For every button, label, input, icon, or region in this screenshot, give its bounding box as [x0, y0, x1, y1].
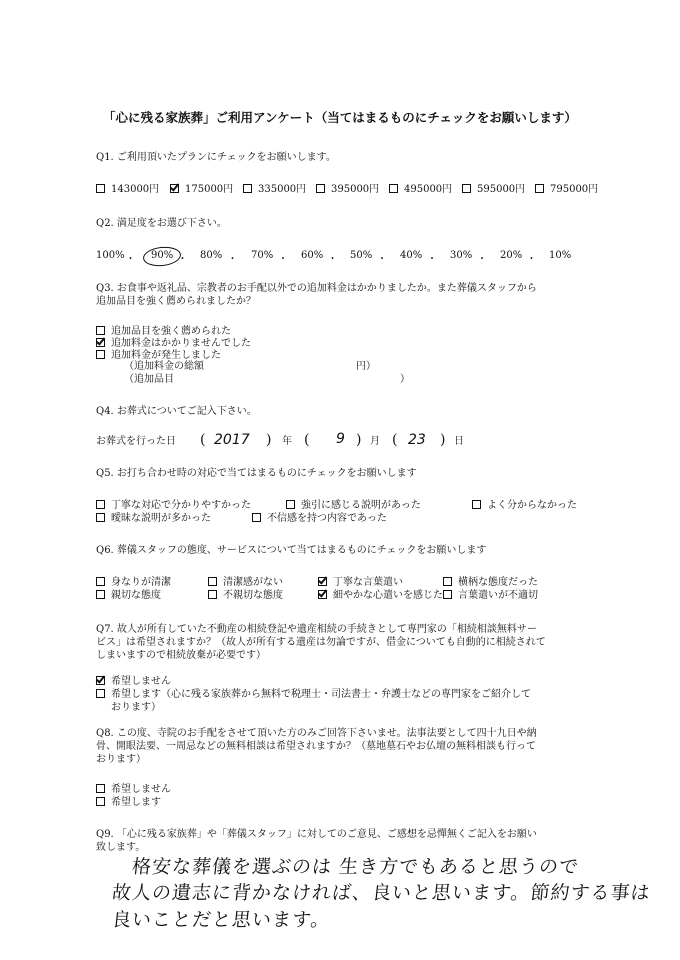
- q8-question-line2: 骨、開眼法要、一周忌などの無料相談は希望されますか？（墓地墓石やお仏壇の無料相談も行って: [96, 741, 536, 752]
- selected-circle: [142, 245, 182, 268]
- q9-question-line2: 致します。: [96, 842, 146, 853]
- q3-question-line2: 追加品目を強く薦められましたか？: [96, 296, 256, 307]
- checkbox[interactable]: [316, 184, 325, 193]
- q8-question-line3: おります）: [96, 754, 146, 765]
- q4-question: Q4. お葬式についてご記入下さい。: [96, 406, 257, 417]
- checkbox[interactable]: [96, 784, 105, 793]
- q2-option[interactable]: 30%: [450, 250, 473, 261]
- checkbox[interactable]: [389, 184, 398, 193]
- q2-question: Q2. 満足度をお選び下さい。: [96, 218, 227, 229]
- q5-option[interactable]: [96, 513, 211, 525]
- q7-option-yes-line2: おります）: [111, 702, 161, 713]
- q5-option-label: 不信感を持つ内容であった: [267, 513, 387, 524]
- checkbox[interactable]: [96, 513, 105, 522]
- q2-option[interactable]: 100%: [96, 250, 125, 261]
- q6-option[interactable]: [96, 577, 171, 589]
- q4-paren-close-1: ): [266, 432, 272, 448]
- q4-month-unit: 月: [370, 436, 380, 447]
- checkbox[interactable]: [96, 326, 105, 335]
- q3-items-close: ）: [400, 374, 410, 385]
- separator-dot: ・: [278, 254, 288, 265]
- q1-option[interactable]: [389, 184, 452, 196]
- q7-option-no-label: 希望しません: [111, 676, 171, 687]
- q4-date-label: お葬式を行った日: [96, 436, 176, 447]
- q2-option[interactable]: 10%: [549, 250, 572, 261]
- checked-checkbox[interactable]: [318, 590, 327, 599]
- separator-dot: ・: [177, 254, 188, 265]
- q6-option-label: 丁寧な言葉遣い: [333, 577, 403, 588]
- q7-option-yes[interactable]: [96, 689, 531, 701]
- q6-option[interactable]: [318, 590, 443, 602]
- q5-option[interactable]: [252, 513, 387, 525]
- q6-option[interactable]: [318, 577, 403, 589]
- q5-question: Q5. お打ち合わせ時の対応で当てはまるものにチェックをお願いします: [96, 468, 417, 479]
- q8-option[interactable]: [96, 797, 161, 809]
- q4-paren-open-1: (: [200, 432, 206, 448]
- q4-day-unit: 日: [454, 436, 464, 447]
- q9-answer-line3: 良いことだと思います。: [110, 909, 332, 931]
- checkbox[interactable]: [96, 500, 105, 509]
- q6-question: Q6. 葬儀スタッフの態度、サービスについて当てはまるものにチェックをお願いします: [96, 545, 487, 556]
- q6-option[interactable]: [443, 577, 538, 589]
- q1-option[interactable]: [170, 184, 233, 196]
- q1-option-label: 595000円: [477, 184, 526, 195]
- separator-dot: ・: [327, 254, 338, 265]
- q8-option-label: 希望しません: [111, 784, 171, 795]
- q3-option[interactable]: [96, 326, 231, 338]
- checkbox[interactable]: [96, 797, 105, 806]
- q2-option[interactable]: 40%: [400, 250, 423, 261]
- q1-option[interactable]: [535, 184, 598, 196]
- q4-year-value: 2017: [214, 432, 250, 448]
- q7-question-line1: Q7. 故人が所有していた不動産の相続登記や遺産相続の手続きとして専門家の「相続相談無料サー: [96, 624, 537, 635]
- q6-option-label: 身なりが清潔: [111, 577, 171, 588]
- q4-paren-open-3: (: [392, 432, 398, 448]
- q8-option[interactable]: [96, 784, 171, 796]
- separator-dot: ・: [125, 254, 136, 265]
- separator-dot: ・: [427, 254, 437, 265]
- checkbox[interactable]: [96, 590, 105, 599]
- q6-option-label: 不親切な態度: [223, 590, 283, 601]
- checkbox[interactable]: [208, 577, 217, 586]
- q1-option[interactable]: [316, 184, 379, 196]
- q3-total-label: （追加料金の総額: [124, 361, 204, 372]
- q7-option-yes-label: 希望します（心に残る家族葬から無料で税理士・司法書士・弁護士などの専門家をご紹介して: [111, 689, 531, 700]
- q6-option-label: 言葉遣いが不適切: [458, 590, 538, 601]
- q5-option-label: 丁寧な対応で分かりやすかった: [111, 500, 251, 511]
- q5-option-label: よく分からなかった: [487, 500, 577, 511]
- q1-option-label: 495000円: [404, 184, 453, 195]
- q6-option[interactable]: [443, 590, 538, 602]
- checkbox[interactable]: [96, 184, 105, 193]
- q7-option-no[interactable]: [96, 676, 171, 688]
- q1-option[interactable]: [243, 184, 306, 196]
- q8-option-label: 希望します: [111, 797, 161, 808]
- checked-checkbox[interactable]: [170, 184, 179, 193]
- survey-title: 「心に残る家族葬」ご利用アンケート（当てはまるものにチェックをお願いします）: [103, 110, 577, 125]
- checkbox[interactable]: [443, 577, 452, 586]
- q3-question-line1: Q3. お食事や返礼品、宗教者のお手配以外での追加料金はかかりましたか。また葬儀スタッフから: [96, 283, 537, 294]
- checkbox[interactable]: [462, 184, 471, 193]
- q5-option[interactable]: [472, 500, 577, 512]
- q2-option[interactable]: 50%: [350, 250, 373, 261]
- q4-paren-open-2: (: [304, 432, 310, 448]
- q6-option-label: 横柄な態度だった: [458, 577, 538, 588]
- q4-year-unit: 年: [282, 436, 292, 447]
- q9-answer-line2: 故人の遺志に背かなければ、良いと思います。節約する事は: [110, 882, 652, 904]
- q1-option-label: 175000円: [185, 184, 234, 195]
- checked-checkbox[interactable]: [96, 676, 105, 685]
- q1-option[interactable]: [96, 184, 159, 196]
- q3-option-label: 追加品目を強く薦められた: [111, 326, 231, 337]
- q3-option-label: 追加料金が発生しました: [111, 350, 221, 361]
- q1-option-label: 335000円: [258, 184, 307, 195]
- checked-checkbox[interactable]: [96, 338, 105, 347]
- q1-option[interactable]: [462, 184, 525, 196]
- q5-option-label: 曖昧な説明が多かった: [111, 513, 211, 524]
- q9-answer-line1: 格安な葬儀を選ぶのは 生き方でもあると思うので: [130, 856, 581, 878]
- q6-option-label: 清潔感がない: [223, 577, 283, 588]
- checked-checkbox[interactable]: [318, 577, 327, 586]
- q4-month-value: 9: [336, 431, 345, 447]
- q2-option[interactable]: 60%: [301, 250, 324, 261]
- checkbox[interactable]: [96, 689, 105, 698]
- q3-option[interactable]: [96, 338, 251, 350]
- q2-option[interactable]: 90%: [151, 250, 174, 261]
- q6-option-label: 親切な態度: [111, 590, 161, 601]
- checkbox[interactable]: [96, 350, 105, 359]
- q5-option[interactable]: [96, 500, 251, 512]
- q8-question-line1: Q8. この度、寺院のお手配をさせて頂いた方のみご回答下さいませ。法事法要として四十九日や納: [96, 728, 537, 739]
- checkbox[interactable]: [96, 577, 105, 586]
- separator-dot: ・: [477, 254, 487, 265]
- q3-items-label: （追加品目: [124, 374, 174, 385]
- checkbox[interactable]: [443, 590, 452, 599]
- q7-question-line2: ビス」は希望されますか？（故人が所有する遺産は勿論ですが、借金についても自動的に相続されて: [96, 637, 546, 648]
- q1-option-label: 795000円: [550, 184, 599, 195]
- q7-question-line3: しまいますので相続放棄が必要です）: [96, 650, 266, 661]
- q4-paren-close-2: ): [356, 432, 362, 448]
- separator-dot: ・: [377, 254, 387, 265]
- q6-option[interactable]: [96, 590, 161, 602]
- q1-option-label: 395000円: [331, 184, 380, 195]
- separator-dot: ・: [227, 254, 238, 265]
- q4-paren-close-3: ): [440, 432, 446, 448]
- checkbox[interactable]: [286, 500, 295, 509]
- q6-option[interactable]: [208, 577, 283, 589]
- checkbox[interactable]: [472, 500, 481, 509]
- q6-option[interactable]: [208, 590, 283, 602]
- q4-day-value: 23: [408, 432, 426, 448]
- q1-option-label: 143000円: [111, 184, 160, 195]
- q2-option[interactable]: 20%: [500, 250, 523, 261]
- q3-total-unit: 円）: [356, 361, 376, 372]
- checkbox[interactable]: [252, 513, 261, 522]
- q9-question-line1: Q9. 「心に残る家族葬」や「葬儀スタッフ」に対してのご意見、ご感想を忌憚無くご記入をお願い: [96, 829, 537, 840]
- q1-question: Q1. ご利用頂いたプランにチェックをお願いします。: [96, 152, 336, 163]
- checkbox[interactable]: [208, 590, 217, 599]
- q5-option-label: 強引に感じる説明があった: [301, 500, 421, 511]
- checkbox[interactable]: [535, 184, 544, 193]
- q6-option-label: 細やかな心遣いを感じた: [333, 590, 443, 601]
- q5-option[interactable]: [286, 500, 421, 512]
- q3-option-label: 追加料金はかかりませんでした: [111, 338, 251, 349]
- q2-option[interactable]: 80%: [200, 250, 223, 261]
- q2-option[interactable]: 70%: [251, 250, 274, 261]
- checkbox[interactable]: [243, 184, 252, 193]
- separator-dot: ・: [526, 254, 537, 265]
